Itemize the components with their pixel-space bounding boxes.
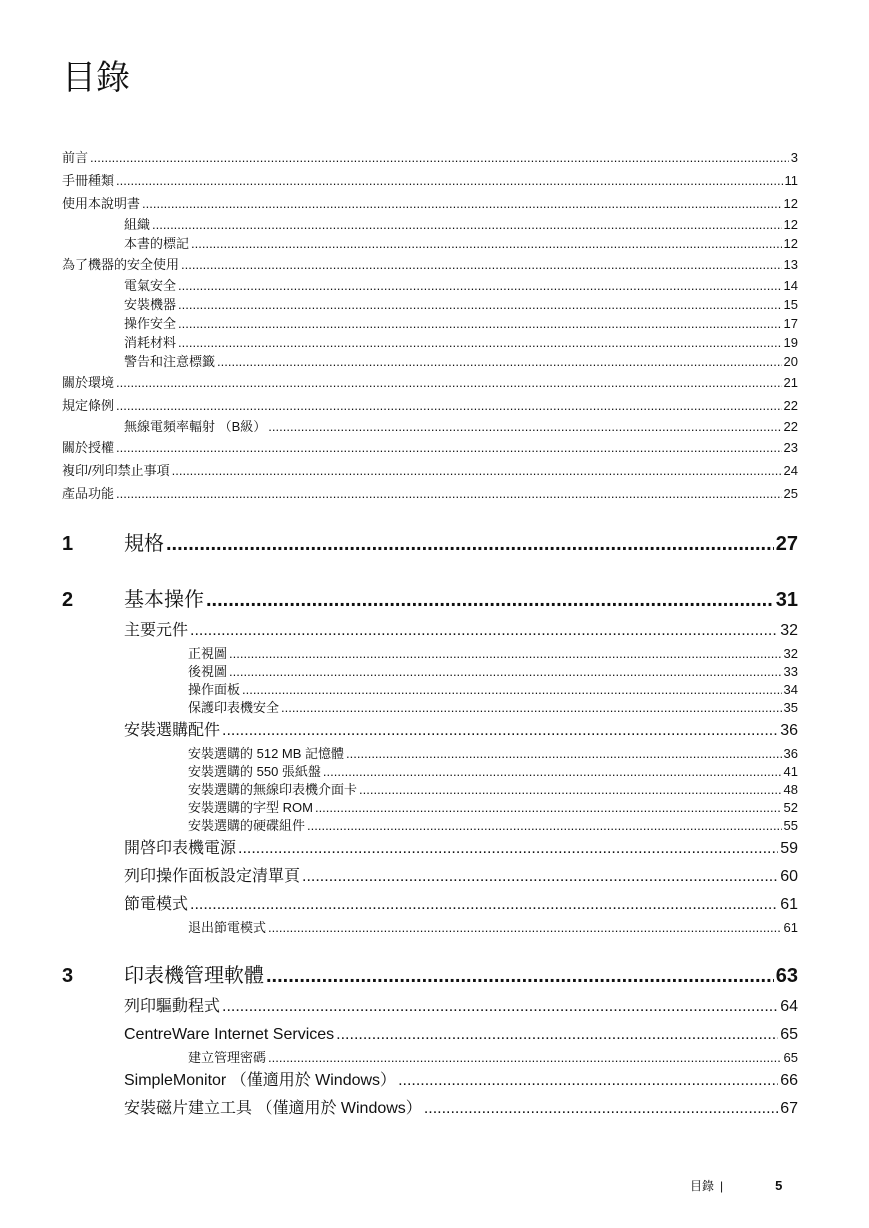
toc-sub-exit-power-saver[interactable] — [62, 919, 798, 937]
toc-entry-page: 3 — [790, 150, 798, 165]
section-label: 安裝磁片建立工具 （僅適用於 Windows） — [124, 1100, 422, 1117]
toc-section-print-driver[interactable] — [62, 993, 798, 1021]
section-label: 節電模式 — [124, 896, 189, 913]
toc-entry-using-manual[interactable] — [62, 192, 798, 215]
toc-chapter-1[interactable] — [62, 527, 798, 561]
toc-entry-page: 19 — [783, 335, 798, 350]
sub-label: 正視圖 — [188, 646, 228, 661]
sub-page: 41 — [783, 764, 798, 779]
toc-entry-page: 14 — [783, 278, 798, 293]
sub-label: 退出節電模式 — [188, 920, 267, 935]
section-page: 67 — [780, 1100, 798, 1117]
section-label: 安裝選購配件 — [124, 722, 221, 739]
toc-section-centreware[interactable] — [62, 1021, 798, 1049]
toc-entry-safety[interactable] — [62, 253, 798, 276]
toc-section-simplemonitor[interactable] — [62, 1067, 798, 1095]
toc-section-power-saver[interactable] — [62, 891, 798, 919]
section-label: CentreWare Internet Services — [124, 1026, 335, 1043]
toc-entry-consumables[interactable] — [62, 333, 798, 352]
section-page: 60 — [780, 868, 798, 885]
toc-sub-front-view[interactable] — [62, 645, 798, 663]
toc-entry-page: 17 — [783, 316, 798, 331]
toc-sub-admin-password[interactable] — [62, 1049, 798, 1067]
toc-entry-label: 規定條例 — [62, 398, 115, 413]
sub-label: 後視圖 — [188, 664, 228, 679]
toc-entry-license[interactable] — [62, 436, 798, 459]
sub-label: 安裝選購的無線印表機介面卡 — [188, 782, 358, 797]
toc-entry-installing-machine[interactable] — [62, 295, 798, 314]
toc-entry-label: 前言 — [62, 150, 89, 165]
toc-entry-label: 消耗材料 — [124, 335, 177, 350]
toc-entry-electrical-safety[interactable] — [62, 276, 798, 295]
section-label: 主要元件 — [124, 622, 189, 639]
toc-entry-page: 20 — [783, 354, 798, 369]
toc-entry-label: 安裝機器 — [124, 297, 177, 312]
section-page: 64 — [780, 998, 798, 1015]
sub-page: 33 — [783, 664, 798, 679]
toc-section-panel-settings-page[interactable] — [62, 863, 798, 891]
toc-sub-securing-printer[interactable] — [62, 699, 798, 717]
page-footer — [690, 1177, 800, 1194]
toc-section-power-on[interactable] — [62, 835, 798, 863]
toc-entry-page: 21 — [783, 375, 798, 390]
toc-sub-memory[interactable] — [62, 745, 798, 763]
sub-page: 48 — [783, 782, 798, 797]
toc-entry-page: 15 — [783, 297, 798, 312]
toc-section-disk-creation-tool[interactable] — [62, 1095, 798, 1123]
toc-entry-label: 為了機器的安全使用 — [62, 257, 180, 272]
toc-entry-page: 25 — [783, 486, 798, 501]
sub-page: 61 — [783, 920, 798, 935]
toc-entry-page: 11 — [784, 173, 798, 188]
sub-page: 65 — [783, 1050, 798, 1065]
section-page: 59 — [780, 840, 798, 857]
toc-chapter-2[interactable] — [62, 583, 798, 617]
toc-entry-organization[interactable] — [62, 215, 798, 234]
toc-sub-wireless-adapter[interactable] — [62, 781, 798, 799]
chapter-page: 27 — [775, 533, 798, 555]
sub-label: 保護印表機安全 — [188, 700, 280, 715]
section-label: 列印驅動程式 — [124, 998, 221, 1015]
toc-entry-warning-labels[interactable] — [62, 352, 798, 371]
toc-entry-manual-types[interactable] — [62, 169, 798, 192]
section-page: 66 — [780, 1072, 798, 1089]
toc-entry-label: 操作安全 — [124, 316, 177, 331]
toc-sub-operator-panel[interactable] — [62, 681, 798, 699]
section-label: SimpleMonitor （僅適用於 Windows） — [124, 1072, 397, 1089]
chapter-page: 31 — [775, 589, 798, 611]
toc-sub-font-rom[interactable] — [62, 799, 798, 817]
sub-label: 安裝選購的硬碟組件 — [188, 818, 306, 833]
toc-entry-label: 警告和注意標籤 — [124, 354, 216, 369]
section-page: 61 — [780, 896, 798, 913]
page-title: 目錄 — [62, 59, 130, 97]
toc-entry-operational-safety[interactable] — [62, 314, 798, 333]
toc-entry-page: 12 — [783, 217, 798, 232]
toc-entry-label: 產品功能 — [62, 486, 115, 501]
chapter-page: 63 — [775, 965, 798, 987]
toc-entry-conventions[interactable] — [62, 234, 798, 253]
toc-entry-label: 手冊種類 — [62, 173, 115, 188]
chapter-label: 基本操作 — [124, 589, 204, 611]
toc-entry-environment[interactable] — [62, 371, 798, 394]
chapter-label: 印表機管理軟體 — [124, 965, 264, 987]
sub-page: 55 — [783, 818, 798, 833]
footer-section-name: 目錄 — [690, 1179, 715, 1193]
toc-entry-label: 關於環境 — [62, 375, 115, 390]
sub-page: 32 — [783, 646, 798, 661]
toc-entry-page: 13 — [783, 257, 798, 272]
toc-entry-radio-emissions[interactable] — [62, 417, 798, 436]
section-label: 列印操作面板設定清單頁 — [124, 868, 301, 885]
toc-entry-preface[interactable] — [62, 146, 798, 169]
toc-entry-copy-prohibitions[interactable] — [62, 459, 798, 482]
toc-entry-page: 12 — [783, 236, 798, 251]
chapter-label: 規格 — [124, 533, 164, 555]
sub-label: 安裝選購的 550 張紙盤 — [188, 764, 321, 779]
table-of-contents — [62, 146, 798, 1123]
chapter-number: 1 — [62, 533, 74, 555]
toc-entry-page: 22 — [783, 398, 798, 413]
sub-page: 36 — [783, 746, 798, 761]
toc-section-optional-accessories[interactable] — [62, 717, 798, 745]
toc-sub-rear-view[interactable] — [62, 663, 798, 681]
toc-entry-product-features[interactable] — [62, 482, 798, 505]
sub-page: 34 — [783, 682, 798, 697]
toc-entry-label: 組織 — [124, 217, 151, 232]
toc-entry-page: 23 — [783, 440, 798, 455]
toc-chapter-3[interactable] — [62, 959, 798, 993]
sub-label: 安裝選購的 512 MB 記憶體 — [188, 746, 345, 761]
toc-entry-label: 本書的標記 — [124, 236, 190, 251]
sub-label: 建立管理密碼 — [188, 1050, 267, 1065]
toc-sub-paper-tray[interactable] — [62, 763, 798, 781]
toc-entry-label: 電氣安全 — [124, 278, 177, 293]
footer-page-number: 5 — [775, 1178, 783, 1193]
toc-entry-page: 12 — [783, 196, 798, 211]
section-label: 開啓印表機電源 — [124, 840, 237, 857]
toc-entry-label: 關於授權 — [62, 440, 115, 455]
section-page: 36 — [780, 722, 798, 739]
section-page: 65 — [780, 1026, 798, 1043]
toc-entry-regulations[interactable] — [62, 394, 798, 417]
toc-entry-page: 22 — [783, 419, 798, 434]
sub-page: 52 — [783, 800, 798, 815]
toc-entry-label: 複印/列印禁止事項 — [62, 463, 170, 478]
toc-entry-page: 24 — [783, 463, 798, 478]
section-page: 32 — [780, 622, 798, 639]
toc-section-main-components[interactable] — [62, 617, 798, 645]
toc-entry-label: 使用本說明書 — [62, 196, 141, 211]
toc-entry-label: 無線電頻率輻射 （B級） — [124, 419, 267, 434]
sub-label: 安裝選購的字型 ROM — [188, 800, 313, 815]
chapter-number: 3 — [62, 965, 74, 987]
toc-sub-hard-disk[interactable] — [62, 817, 798, 835]
sub-page: 35 — [783, 700, 798, 715]
footer-separator: | — [720, 1178, 724, 1193]
sub-label: 操作面板 — [188, 682, 241, 697]
chapter-number: 2 — [62, 589, 74, 611]
